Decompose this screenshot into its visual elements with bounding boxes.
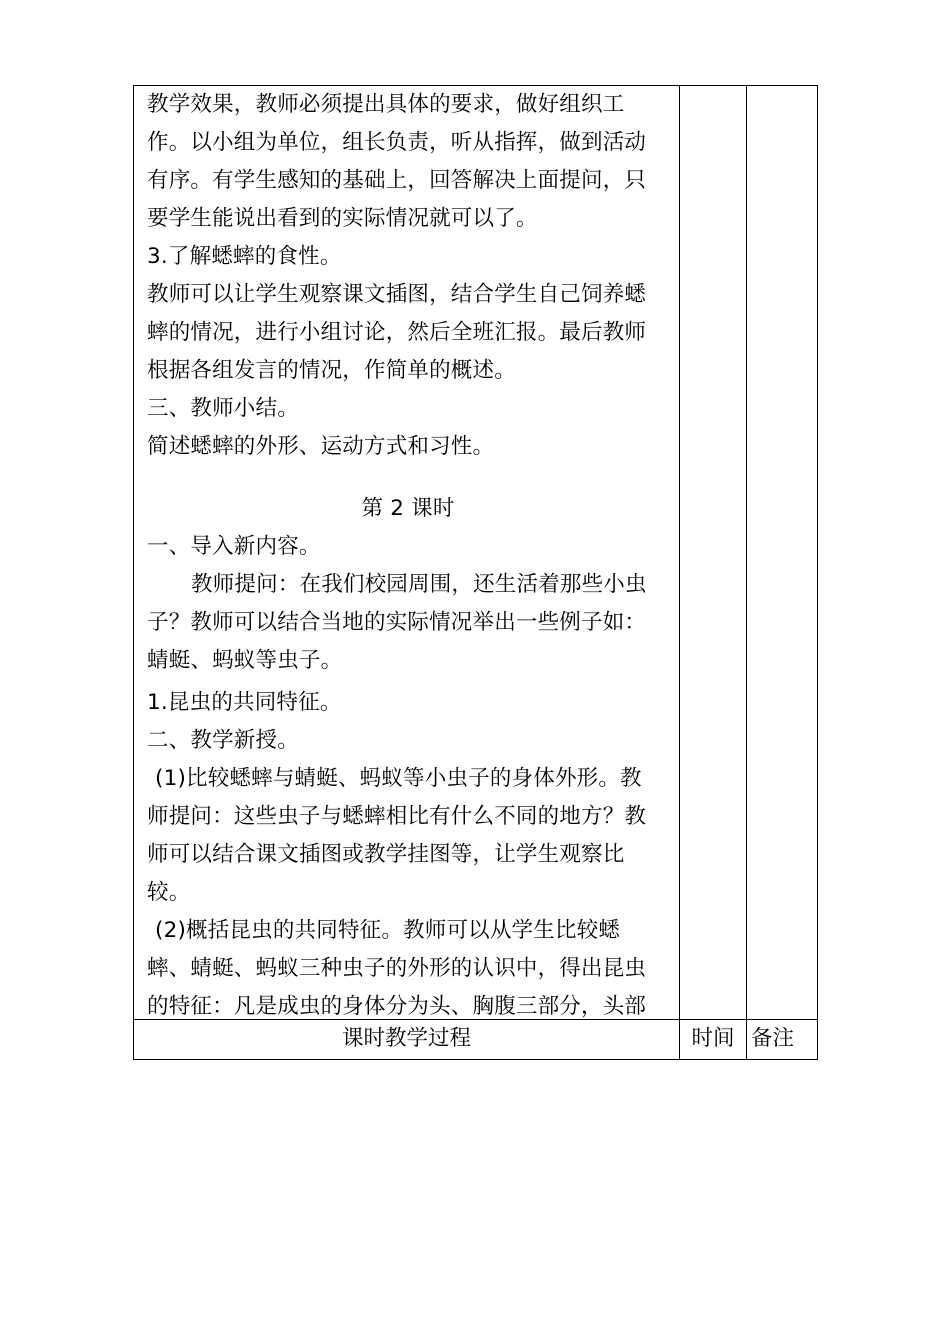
section-heading-summary: 三、教师小结。 [147,396,299,421]
text-line: 蟀、蜻蜓、蚂蚁三种虫子的外形的认识中，得出昆虫 [147,956,647,981]
text-line: 教学效果，教师必须提出具体的要求，做好组织工 [147,92,625,117]
text-line: 教师提问：在我们校园周围，还生活着那些小虫 [191,572,647,597]
text-line: 蟀的情况，进行小组讨论，然后全班汇报。最后教师 [147,320,647,345]
notes-header-cell: 备注 [751,1026,795,1051]
section-heading-intro: 一、导入新内容。 [147,534,321,559]
time-header-cell: 时间 [691,1026,735,1051]
column-divider-notes [746,85,747,1060]
text-line: 师可以结合课文插图或教学挂图等，让学生观察比 [147,842,625,867]
text-line: 较。 [147,880,191,905]
text-line: 作。以小组为单位，组长负责，听从指挥，做到活动 [147,130,647,155]
text-line: 师提问：这些虫子与蟋蟀相比有什么不同的地方？教 [147,804,647,829]
section-point-1: 1.昆虫的共同特征。 [147,690,342,715]
text-line: (1)比较蟋蟀与蜻蜓、蚂蚁等小虫子的身体外形。教 [155,766,642,791]
text-line: (2)概括昆虫的共同特征。教师可以从学生比较蟋 [155,918,621,943]
text-line: 教师可以让学生观察课文插图，结合学生自己饲养蟋 [147,282,647,307]
text-line: 子？教师可以结合当地的实际情况举出一些例子如： [147,610,647,635]
text-line: 蜻蜓、蚂蚁等虫子。 [147,648,343,673]
section-point-3: 3.了解蟋蟀的食性。 [147,244,342,269]
process-text-cell [147,86,669,1026]
text-line: 要学生能说出看到的实际情况就可以了。 [147,206,538,231]
column-divider-time [679,85,680,1060]
lesson-2-heading: 第 2 课时 [361,496,455,521]
process-header-cell: 课时教学过程 [341,1026,471,1051]
section-heading-new-teaching: 二、教学新授。 [147,728,299,753]
text-line: 简述蟋蟀的外形、运动方式和习性。 [147,434,495,459]
text-line: 的特征：凡是成虫的身体分为头、胸腹三部分，头部 [147,994,647,1019]
text-line: 有序。有学生感知的基础上，回答解决上面提问，只 [147,168,647,193]
text-line: 根据各组发言的情况，作简单的概述。 [147,358,516,383]
